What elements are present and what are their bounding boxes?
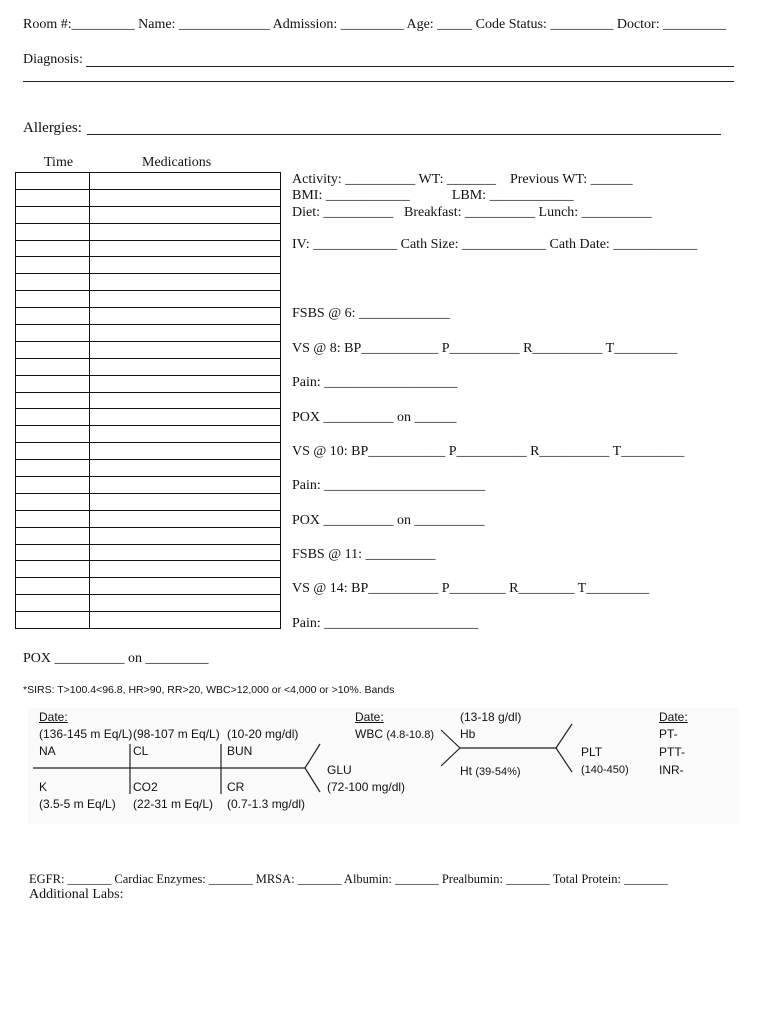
hb-range: (13-18 g/dl) <box>460 710 522 724</box>
vs-10-line[interactable]: VS @ 10: BP___________ P__________ R__________ T_________ <box>292 444 685 459</box>
header-patient-line[interactable]: Room #:_________ Name: _____________ Admission: _________ Age: _____ Code Status: _________ Doctor: _________ <box>23 17 727 32</box>
sirs-criteria: *SIRS: T>100.4<96.8, HR>90, RR>20, WBC>12,000 or <4,000 or >10%. Bands <box>23 684 395 696</box>
ht-label <box>460 764 521 778</box>
pain-line-2[interactable]: Pain: _______________________ <box>292 478 486 493</box>
bun-range: (10-20 mg/dl) <box>227 727 299 741</box>
additional-labs-label: Additional Labs: <box>29 887 124 902</box>
bmp-fishbone-tail-up <box>305 744 320 768</box>
cbc-left-upper <box>441 730 460 748</box>
plt-label: PLT <box>581 745 603 759</box>
na-range: (136-145 m Eq/L) <box>39 727 133 741</box>
wbc-name: WBC <box>355 727 383 741</box>
cbc-left-lower <box>441 748 460 766</box>
ht-name: Ht <box>460 764 472 778</box>
bmp-fishbone-tail-down <box>305 768 320 792</box>
fsbs-11-line[interactable]: FSBS @ 11: __________ <box>292 547 436 562</box>
allergies-label: Allergies: <box>23 120 82 136</box>
plt-range: (140-450) <box>581 764 629 776</box>
fsbs-6-line[interactable]: FSBS @ 6: _____________ <box>292 306 450 321</box>
cbc-date-label: Date: <box>355 710 384 724</box>
iv-line[interactable]: IV: ____________ Cath Size: ____________ Cath Date: ____________ <box>292 237 698 252</box>
glu-label: GLU <box>327 763 352 777</box>
bun-label: BUN <box>227 744 253 758</box>
cl-range: (98-107 m Eq/L) <box>133 727 220 741</box>
labs-summary-line[interactable]: EGFR: _______ Cardiac Enzymes: _______ MRSA: _______ Albumin: _______ Prealbumin: _______ Total Protein: _______ <box>29 872 668 886</box>
glu-range: (72-100 mg/dl) <box>327 780 406 794</box>
med-col-time-header: Time <box>44 155 74 170</box>
wbc-label <box>355 727 434 741</box>
inr-label: INR- <box>659 763 684 777</box>
pox-line-2[interactable]: POX __________ on __________ <box>292 513 485 528</box>
pox-line-1[interactable]: POX __________ on ______ <box>292 410 457 425</box>
pox-line-bottom[interactable]: POX __________ on _________ <box>23 651 209 666</box>
diagnosis-label: Diagnosis: <box>23 52 83 67</box>
coag-date-label: Date: <box>659 710 688 724</box>
pain-line-3[interactable]: Pain: ______________________ <box>292 616 479 631</box>
co2-label: CO2 <box>133 780 158 794</box>
wbc-range: (4.8-10.8) <box>386 729 435 741</box>
cbc-right-upper <box>556 724 572 748</box>
cr-range: (0.7-1.3 mg/dl) <box>227 797 306 811</box>
ht-range: (39-54%) <box>475 766 521 778</box>
vs-8-line[interactable]: VS @ 8: BP___________ P__________ R__________ T_________ <box>292 341 678 356</box>
hb-label: Hb <box>460 727 476 741</box>
ptt-label: PTT- <box>659 745 685 759</box>
k-range: (3.5-5 m Eq/L) <box>39 797 116 811</box>
cr-label: CR <box>227 780 245 794</box>
co2-range: (22-31 m Eq/L) <box>133 797 214 811</box>
cl-label: CL <box>133 744 149 758</box>
na-label: NA <box>39 744 56 758</box>
k-label: K <box>39 780 48 794</box>
bmi-line[interactable]: BMI: ____________ LBM: ____________ <box>292 188 574 203</box>
med-col-medications-header: Medications <box>142 155 212 170</box>
bmp-date-label: Date: <box>39 710 68 724</box>
vs-14-line[interactable]: VS @ 14: BP__________ P________ R________ T_________ <box>292 581 650 596</box>
cbc-right-lower <box>556 748 572 772</box>
activity-line[interactable]: Activity: __________ WT: _______ Previous WT: ______ <box>292 172 633 187</box>
pt-label: PT- <box>659 727 678 741</box>
diet-line[interactable]: Diet: __________ Breakfast: __________ Lunch: __________ <box>292 205 652 220</box>
pain-line-1[interactable]: Pain: ___________________ <box>292 375 458 390</box>
